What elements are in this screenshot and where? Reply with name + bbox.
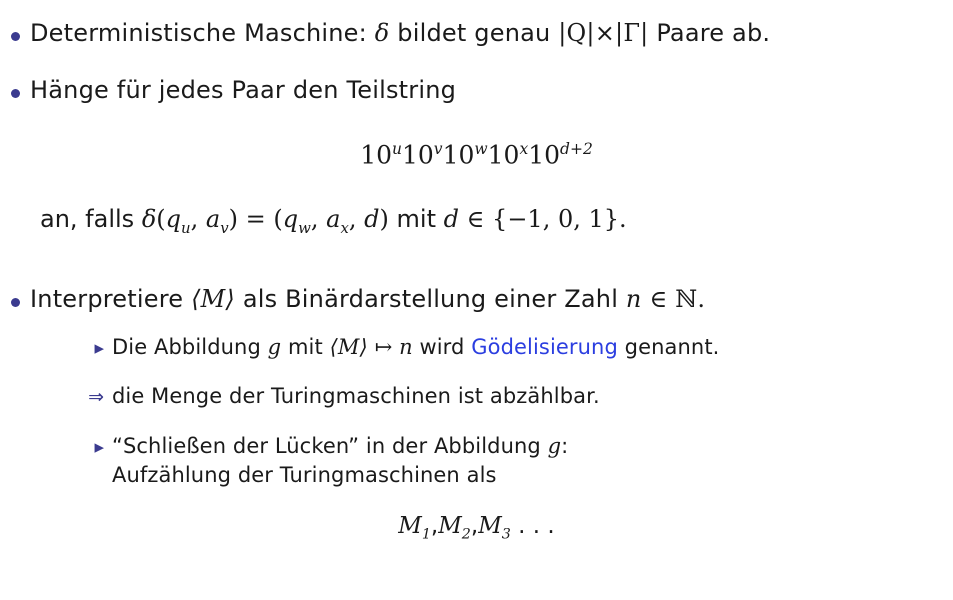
formula2-m1: M: [398, 512, 422, 539]
formula2-sub1: 1: [421, 526, 431, 543]
bullet-1-mid: bildet genau: [397, 19, 551, 47]
bullet-2-text: Hänge für jedes Paar den Teilstring: [30, 76, 457, 105]
formula1-base5: 10: [528, 140, 561, 170]
formula2-m2: M: [438, 512, 462, 539]
bullet-3-n: n: [625, 284, 642, 313]
formula2-sub2: 2: [461, 526, 471, 543]
continuation-set: {−1, 0, 1}.: [492, 204, 627, 233]
bullet-3-mid: als Binärdarstellung einer Zahl: [242, 284, 619, 313]
formula1-base1: 10: [360, 140, 392, 170]
formula2-comma1: ,: [430, 512, 439, 539]
formula1-exp4: x: [519, 140, 529, 159]
bullet-dot-icon: [0, 75, 30, 98]
continuation-open: (: [156, 204, 166, 233]
formula1-base3: 10: [442, 140, 475, 170]
sub-3-line1-lead: “Schließen der Lücken” in der Abbildung: [112, 434, 541, 459]
spacer-8: [0, 489, 953, 513]
display-formula-2: [0, 513, 953, 543]
bullet-1-card-q: |Q|: [558, 19, 595, 47]
sub-3-line1-g: g: [547, 434, 562, 459]
formula1-exp3: w: [474, 140, 488, 159]
sub-1-n: n: [399, 335, 413, 360]
sub-item-1: [0, 333, 953, 362]
sub-3-line-1: [112, 434, 568, 458]
continuation-close2: ): [379, 204, 389, 233]
formula1-base2: 10: [401, 140, 434, 170]
sub-item-3: [0, 432, 953, 489]
bullet-1-text: [30, 18, 770, 49]
sub-1-g: g: [267, 335, 282, 360]
sub-item-3-text: [112, 432, 568, 489]
bullet-3-text: [30, 284, 705, 315]
formula2-sub3: 3: [501, 526, 511, 543]
spacer-3: [0, 170, 953, 204]
bullet-1-times: ×: [594, 19, 616, 47]
bullet-3-lead: Interpretiere: [30, 284, 184, 313]
continuation-lead: an, falls: [40, 204, 135, 233]
continuation-delta: δ: [141, 204, 157, 233]
bullet-3-elem: ∈: [649, 284, 668, 313]
bullet-1-tail: Paare ab.: [656, 19, 771, 47]
continuation-a2: a: [326, 204, 341, 233]
continuation-comma1: ,: [190, 204, 199, 233]
top-spacer: [0, 0, 953, 10]
continuation-open2: (: [273, 204, 283, 233]
sub-1-m-angle: ⟨M⟩: [329, 335, 368, 360]
formula2-comma2: ,: [470, 512, 479, 539]
sub-3-line1-colon: :: [561, 434, 569, 459]
continuation-line: [0, 204, 953, 238]
sub-1-maps-icon: ↦: [374, 335, 393, 360]
formula1-exp5: d+2: [560, 140, 593, 159]
continuation-a2-sub: x: [340, 218, 349, 237]
bullet-3-period: .: [697, 284, 706, 313]
continuation-d: d: [364, 204, 380, 233]
sub-item-2-text: die Menge der Turingmaschinen ist abzählbar.: [112, 383, 600, 408]
continuation-equals: =: [245, 204, 266, 233]
sub-1-tail: genannt.: [624, 335, 720, 360]
bullet-item-1: [0, 18, 953, 49]
bullet-dot-icon: [0, 284, 30, 307]
sub-1-wird: wird: [419, 335, 465, 360]
sub-3-line-2: Aufzählung der Turingmaschinen als: [112, 462, 497, 487]
bullet-1-delta: δ: [374, 19, 390, 47]
continuation-mit: mit: [396, 204, 436, 233]
goedelisierung-link[interactable]: Gödelisierung: [471, 335, 618, 360]
spacer-7: [0, 410, 953, 432]
continuation-a: a: [205, 204, 221, 233]
continuation-elem: ∈: [466, 204, 485, 233]
spacer-5: [0, 315, 953, 333]
formula1-base4: 10: [487, 140, 520, 170]
bullet-3-nset-wrap: [675, 285, 705, 313]
spacer-4: [0, 238, 953, 284]
sub-1-lead: Die Abbildung: [112, 335, 261, 360]
continuation-comma2: ,: [310, 204, 319, 233]
formula2-dots: . . .: [518, 512, 555, 539]
bullet-1-card-gamma: |Γ|: [615, 19, 649, 47]
spacer-1: [0, 49, 953, 75]
continuation-close: ): [228, 204, 238, 233]
formula2-m3: M: [478, 512, 502, 539]
sub-1-mit: mit: [287, 335, 323, 360]
sub-item-2: [0, 382, 953, 411]
bullet-item-2: [0, 75, 953, 106]
continuation-q2-sub: w: [298, 218, 311, 237]
continuation-d2: d: [443, 204, 459, 233]
bullet-dot-icon: [0, 18, 30, 41]
formula1-exp2: v: [433, 140, 443, 159]
continuation-q2: q: [282, 204, 299, 233]
continuation-a-sub: v: [220, 218, 229, 237]
spacer-6: [0, 362, 953, 382]
sub-item-1-text: [112, 333, 719, 361]
continuation-q: q: [165, 204, 182, 233]
triangle-bullet-icon: ▸: [94, 337, 104, 360]
continuation-q-sub: u: [181, 218, 191, 237]
continuation-comma3: ,: [348, 204, 357, 233]
display-formula-1: [0, 140, 953, 169]
bullet-1-lead: Deterministische Maschine:: [30, 19, 367, 47]
bullet-3-nset: ℕ: [675, 284, 698, 313]
formula1-exp1: u: [392, 140, 402, 159]
implies-arrow-icon: ⇒: [88, 385, 104, 408]
bullet-item-3: [0, 284, 953, 315]
bullet-3-m-angle: ⟨M⟩: [191, 284, 235, 313]
triangle-bullet-icon: ▸: [94, 436, 104, 459]
spacer-2: [0, 106, 953, 140]
